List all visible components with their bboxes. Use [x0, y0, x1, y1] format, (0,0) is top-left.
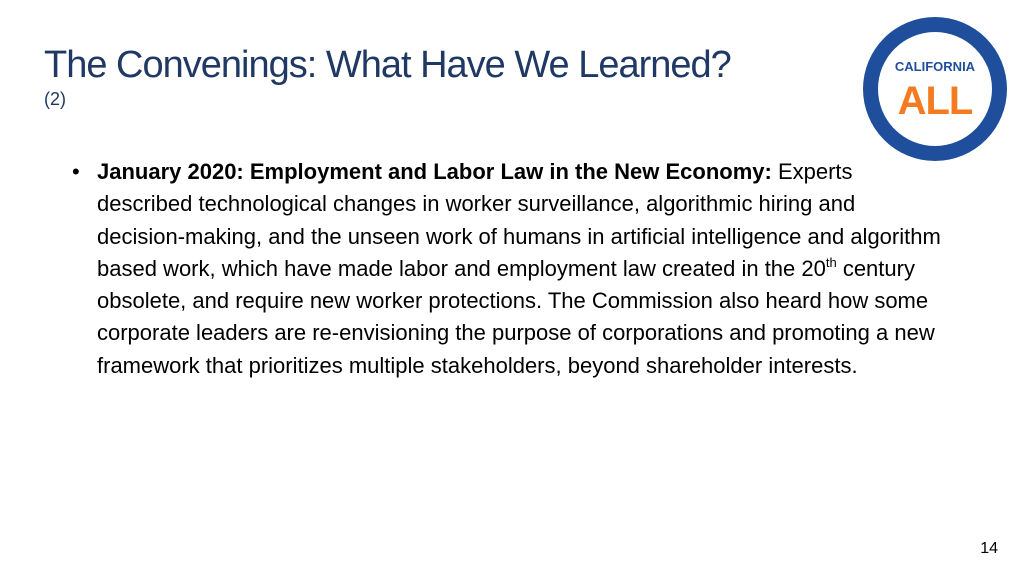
bullet-text-part-1: Experts described technological changes in worker surveillance, algorithmic hiring and decision-making, and the unseen work of humans in artificial intelligence and algorithm based work, which have made labor and employment law created in the 20 — [97, 159, 941, 281]
bullet-text-part-2: century obsolete, and require new worker protections. The Commission also heard how some corporate leaders are re-envisioning the purpose of corporations and promoting a new framework that prioritizes multiple stakeholders, beyond shareholder interests. — [97, 255, 935, 378]
bullet-heading: January 2020: Employment and Labor Law in the New Economy: — [97, 159, 772, 184]
bullet-item — [72, 156, 942, 382]
bullet-marker: • — [72, 159, 80, 184]
logo-middle-text: CALIFORNIA — [894, 59, 976, 74]
california-future-of-work-logo — [862, 16, 1008, 162]
bullet-superscript: th — [825, 254, 837, 270]
logo-bottom-text: COMMISSION — [897, 119, 973, 146]
slide-title: The Convenings: What Have We Learned? — [44, 44, 731, 86]
logo-top-text: FUTURE OF WORK — [884, 31, 986, 68]
page-number: 14 — [980, 540, 998, 557]
slide-subtitle: (2) — [44, 89, 66, 109]
logo-big-text: ALL — [897, 79, 973, 123]
bullet-content — [97, 156, 942, 382]
bullet-list — [72, 156, 942, 382]
title-block — [44, 42, 731, 110]
